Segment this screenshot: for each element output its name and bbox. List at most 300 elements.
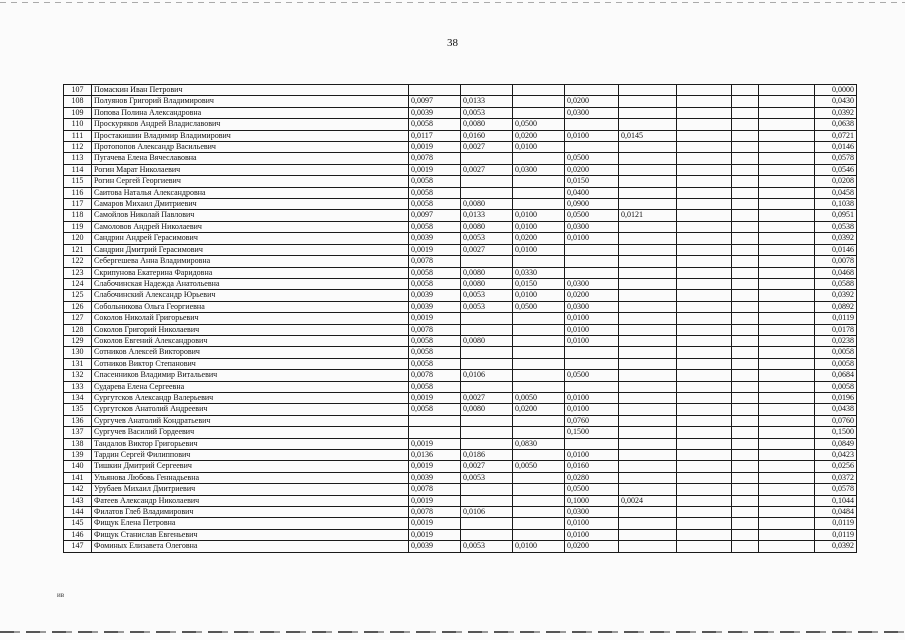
share-col-6-cell — [677, 221, 732, 232]
person-name-cell: Ульянова Любовь Геннадьевна — [92, 472, 409, 483]
share-col-2-cell — [461, 529, 513, 540]
share-col-1-cell: 0,0019 — [409, 164, 461, 175]
table-row — [64, 119, 857, 130]
share-col-3-cell — [513, 381, 565, 392]
share-total-cell: 0,0849 — [815, 438, 857, 449]
share-col-7-cell — [732, 324, 759, 335]
share-col-4-cell: 0,0100 — [565, 518, 619, 529]
share-col-2-cell — [461, 438, 513, 449]
table-row — [64, 153, 857, 164]
table-row — [64, 142, 857, 153]
share-col-3-cell: 0,0200 — [513, 233, 565, 244]
share-col-8-cell — [759, 119, 815, 130]
share-col-7-cell — [732, 244, 759, 255]
share-col-6-cell — [677, 107, 732, 118]
share-col-7-cell — [732, 130, 759, 141]
share-col-2-cell — [461, 358, 513, 369]
share-col-6-cell — [677, 233, 732, 244]
share-col-1-cell — [409, 427, 461, 438]
share-col-7-cell — [732, 335, 759, 346]
share-col-6-cell — [677, 472, 732, 483]
share-col-1-cell: 0,0136 — [409, 450, 461, 461]
share-col-7-cell — [732, 541, 759, 552]
share-total-cell: 0,0238 — [815, 335, 857, 346]
share-col-6-cell — [677, 176, 732, 187]
share-col-2-cell — [461, 187, 513, 198]
share-col-6-cell — [677, 370, 732, 381]
table-row — [64, 415, 857, 426]
share-col-3-cell — [513, 335, 565, 346]
share-col-3-cell: 0,0100 — [513, 290, 565, 301]
share-col-1-cell: 0,0058 — [409, 176, 461, 187]
share-col-6-cell — [677, 278, 732, 289]
person-name-cell: Самаров Михаил Дмитриевич — [92, 199, 409, 210]
share-col-4-cell — [565, 267, 619, 278]
share-col-2-cell: 0,0106 — [461, 507, 513, 518]
share-total-cell: 0,0058 — [815, 347, 857, 358]
person-name-cell: Проскуряков Андрей Владиславович — [92, 119, 409, 130]
share-col-5-cell — [619, 404, 677, 415]
row-number-cell: 130 — [64, 347, 92, 358]
share-col-5-cell — [619, 187, 677, 198]
footer-mark: ив — [57, 591, 65, 599]
share-col-5-cell — [619, 164, 677, 175]
share-col-8-cell — [759, 267, 815, 278]
row-number-cell: 109 — [64, 107, 92, 118]
share-col-3-cell — [513, 153, 565, 164]
share-col-4-cell: 0,1000 — [565, 495, 619, 506]
row-number-cell: 140 — [64, 461, 92, 472]
share-col-3-cell — [513, 324, 565, 335]
person-name-cell: Спасенников Владимир Витальевич — [92, 370, 409, 381]
share-col-4-cell: 0,0100 — [565, 335, 619, 346]
share-total-cell: 0,1500 — [815, 427, 857, 438]
share-col-1-cell: 0,0078 — [409, 484, 461, 495]
share-col-3-cell — [513, 107, 565, 118]
share-col-4-cell: 0,0300 — [565, 278, 619, 289]
share-col-6-cell — [677, 324, 732, 335]
share-col-2-cell: 0,0080 — [461, 199, 513, 210]
row-number-cell: 126 — [64, 301, 92, 312]
share-total-cell: 0,0684 — [815, 370, 857, 381]
share-total-cell: 0,0146 — [815, 244, 857, 255]
share-col-6-cell — [677, 404, 732, 415]
row-number-cell: 137 — [64, 427, 92, 438]
share-col-4-cell: 0,0500 — [565, 153, 619, 164]
share-col-6-cell — [677, 301, 732, 312]
share-col-3-cell — [513, 85, 565, 96]
share-col-2-cell — [461, 427, 513, 438]
share-col-5-cell — [619, 85, 677, 96]
share-col-3-cell — [513, 199, 565, 210]
person-name-cell: Фищук Елена Петровна — [92, 518, 409, 529]
share-total-cell: 0,0588 — [815, 278, 857, 289]
row-number-cell: 147 — [64, 541, 92, 552]
share-total-cell: 0,0538 — [815, 221, 857, 232]
share-col-2-cell: 0,0186 — [461, 450, 513, 461]
share-col-2-cell: 0,0053 — [461, 472, 513, 483]
share-col-8-cell — [759, 324, 815, 335]
share-col-2-cell: 0,0027 — [461, 142, 513, 153]
table-row — [64, 347, 857, 358]
share-col-8-cell — [759, 392, 815, 403]
row-number-cell: 133 — [64, 381, 92, 392]
share-col-7-cell — [732, 142, 759, 153]
share-col-1-cell: 0,0058 — [409, 187, 461, 198]
share-col-7-cell — [732, 438, 759, 449]
share-col-6-cell — [677, 256, 732, 267]
share-total-cell: 0,0208 — [815, 176, 857, 187]
share-col-6-cell — [677, 484, 732, 495]
person-name-cell: Соколов Евгений Александрович — [92, 335, 409, 346]
row-number-cell: 117 — [64, 199, 92, 210]
share-col-5-cell — [619, 358, 677, 369]
table-row — [64, 335, 857, 346]
person-name-cell: Попова Полина Александровна — [92, 107, 409, 118]
share-col-8-cell — [759, 199, 815, 210]
share-total-cell: 0,0578 — [815, 153, 857, 164]
share-col-1-cell: 0,0019 — [409, 461, 461, 472]
share-col-8-cell — [759, 176, 815, 187]
share-col-5-cell — [619, 461, 677, 472]
share-col-6-cell — [677, 518, 732, 529]
share-col-2-cell: 0,0106 — [461, 370, 513, 381]
share-col-1-cell: 0,0058 — [409, 358, 461, 369]
share-col-3-cell: 0,0330 — [513, 267, 565, 278]
table-row — [64, 450, 857, 461]
share-col-8-cell — [759, 507, 815, 518]
share-col-4-cell: 0,0300 — [565, 221, 619, 232]
share-col-4-cell: 0,0160 — [565, 461, 619, 472]
share-col-2-cell: 0,0080 — [461, 335, 513, 346]
share-col-8-cell — [759, 335, 815, 346]
row-number-cell: 116 — [64, 187, 92, 198]
share-col-2-cell — [461, 495, 513, 506]
share-col-6-cell — [677, 267, 732, 278]
share-col-4-cell — [565, 244, 619, 255]
share-col-2-cell: 0,0133 — [461, 210, 513, 221]
share-col-6-cell — [677, 313, 732, 324]
share-col-2-cell — [461, 324, 513, 335]
share-col-5-cell — [619, 244, 677, 255]
table-row — [64, 187, 857, 198]
share-col-5-cell — [619, 381, 677, 392]
share-total-cell: 0,0372 — [815, 472, 857, 483]
share-col-3-cell: 0,0150 — [513, 278, 565, 289]
share-total-cell: 0,0458 — [815, 187, 857, 198]
share-col-4-cell — [565, 438, 619, 449]
share-col-8-cell — [759, 529, 815, 540]
person-name-cell: Пугачева Елена Вячеславовна — [92, 153, 409, 164]
share-col-2-cell: 0,0053 — [461, 107, 513, 118]
table-row — [64, 130, 857, 141]
share-col-6-cell — [677, 210, 732, 221]
table-row — [64, 392, 857, 403]
share-total-cell: 0,0392 — [815, 290, 857, 301]
person-name-cell: Сургутсков Александр Валерьевич — [92, 392, 409, 403]
share-col-2-cell — [461, 347, 513, 358]
share-col-5-cell — [619, 370, 677, 381]
share-col-8-cell — [759, 233, 815, 244]
share-col-1-cell: 0,0019 — [409, 392, 461, 403]
share-col-6-cell — [677, 541, 732, 552]
share-col-3-cell — [513, 358, 565, 369]
share-col-7-cell — [732, 313, 759, 324]
share-col-4-cell: 0,1500 — [565, 427, 619, 438]
table-row — [64, 164, 857, 175]
share-col-7-cell — [732, 267, 759, 278]
row-number-cell: 120 — [64, 233, 92, 244]
row-number-cell: 125 — [64, 290, 92, 301]
person-name-cell: Самойлов Николай Павлович — [92, 210, 409, 221]
share-col-6-cell — [677, 290, 732, 301]
share-col-8-cell — [759, 358, 815, 369]
person-name-cell: Протопопов Александр Васильевич — [92, 142, 409, 153]
row-number-cell: 114 — [64, 164, 92, 175]
share-col-5-cell — [619, 484, 677, 495]
table-row — [64, 404, 857, 415]
person-name-cell: Соколов Николай Григорьевич — [92, 313, 409, 324]
person-name-cell: Соколов Григорий Николаевич — [92, 324, 409, 335]
share-col-4-cell: 0,0760 — [565, 415, 619, 426]
share-col-8-cell — [759, 256, 815, 267]
share-col-2-cell: 0,0080 — [461, 119, 513, 130]
share-col-6-cell — [677, 415, 732, 426]
table-row — [64, 484, 857, 495]
share-col-7-cell — [732, 381, 759, 392]
share-col-3-cell — [513, 347, 565, 358]
share-col-1-cell: 0,0019 — [409, 313, 461, 324]
share-col-8-cell — [759, 415, 815, 426]
share-col-5-cell — [619, 153, 677, 164]
share-total-cell: 0,0119 — [815, 529, 857, 540]
share-col-7-cell — [732, 210, 759, 221]
share-col-3-cell — [513, 518, 565, 529]
share-total-cell: 0,0196 — [815, 392, 857, 403]
row-number-cell: 127 — [64, 313, 92, 324]
person-name-cell: Тардин Сергей Филиппович — [92, 450, 409, 461]
row-number-cell: 138 — [64, 438, 92, 449]
share-col-3-cell: 0,0050 — [513, 461, 565, 472]
share-col-2-cell: 0,0027 — [461, 164, 513, 175]
share-total-cell: 0,0468 — [815, 267, 857, 278]
table-body — [64, 85, 857, 553]
share-col-5-cell — [619, 278, 677, 289]
row-number-cell: 107 — [64, 85, 92, 96]
table-row — [64, 176, 857, 187]
share-col-7-cell — [732, 427, 759, 438]
share-col-2-cell — [461, 518, 513, 529]
person-name-cell: Сотников Алексей Викторович — [92, 347, 409, 358]
person-name-cell: Собольникова Ольга Георгиевна — [92, 301, 409, 312]
share-total-cell: 0,0000 — [815, 85, 857, 96]
share-col-4-cell: 0,0150 — [565, 176, 619, 187]
row-number-cell: 131 — [64, 358, 92, 369]
share-col-7-cell — [732, 187, 759, 198]
share-col-8-cell — [759, 461, 815, 472]
share-col-3-cell — [513, 256, 565, 267]
row-number-cell: 144 — [64, 507, 92, 518]
share-col-5-cell — [619, 176, 677, 187]
share-col-7-cell — [732, 518, 759, 529]
share-col-7-cell — [732, 370, 759, 381]
share-col-6-cell — [677, 381, 732, 392]
share-col-5-cell — [619, 96, 677, 107]
share-col-5-cell — [619, 507, 677, 518]
share-col-5-cell: 0,0145 — [619, 130, 677, 141]
share-col-4-cell: 0,0500 — [565, 484, 619, 495]
share-col-1-cell: 0,0039 — [409, 233, 461, 244]
share-total-cell: 0,0638 — [815, 119, 857, 130]
share-col-8-cell — [759, 347, 815, 358]
person-name-cell: Рогин Сергей Георгиевич — [92, 176, 409, 187]
share-col-7-cell — [732, 256, 759, 267]
person-name-cell: Сургучев Василий Гордеевич — [92, 427, 409, 438]
share-col-8-cell — [759, 472, 815, 483]
row-number-cell: 111 — [64, 130, 92, 141]
share-col-6-cell — [677, 96, 732, 107]
share-col-3-cell — [513, 529, 565, 540]
table-row — [64, 233, 857, 244]
share-col-3-cell — [513, 313, 565, 324]
share-col-7-cell — [732, 404, 759, 415]
share-col-8-cell — [759, 278, 815, 289]
row-number-cell: 115 — [64, 176, 92, 187]
share-col-3-cell — [513, 176, 565, 187]
share-col-3-cell: 0,0500 — [513, 119, 565, 130]
share-col-8-cell — [759, 187, 815, 198]
share-total-cell: 0,0119 — [815, 518, 857, 529]
share-total-cell: 0,0423 — [815, 450, 857, 461]
share-col-2-cell: 0,0053 — [461, 301, 513, 312]
share-col-8-cell — [759, 164, 815, 175]
table-row — [64, 324, 857, 335]
share-col-1-cell: 0,0058 — [409, 199, 461, 210]
share-col-1-cell: 0,0078 — [409, 324, 461, 335]
row-number-cell: 143 — [64, 495, 92, 506]
share-col-4-cell: 0,0100 — [565, 450, 619, 461]
share-col-7-cell — [732, 119, 759, 130]
share-col-6-cell — [677, 335, 732, 346]
row-number-cell: 124 — [64, 278, 92, 289]
share-col-5-cell — [619, 301, 677, 312]
share-col-7-cell — [732, 301, 759, 312]
table-row — [64, 358, 857, 369]
share-col-1-cell: 0,0019 — [409, 518, 461, 529]
row-number-cell: 141 — [64, 472, 92, 483]
share-col-2-cell — [461, 415, 513, 426]
share-col-4-cell: 0,0400 — [565, 187, 619, 198]
share-col-8-cell — [759, 107, 815, 118]
share-col-1-cell: 0,0019 — [409, 529, 461, 540]
share-total-cell: 0,0119 — [815, 313, 857, 324]
share-col-7-cell — [732, 164, 759, 175]
table-row — [64, 472, 857, 483]
person-name-cell: Сургучев Анатолий Кондратьевич — [92, 415, 409, 426]
share-col-1-cell: 0,0019 — [409, 438, 461, 449]
row-number-cell: 113 — [64, 153, 92, 164]
share-col-8-cell — [759, 244, 815, 255]
table-row — [64, 210, 857, 221]
share-col-6-cell — [677, 392, 732, 403]
share-col-1-cell: 0,0039 — [409, 107, 461, 118]
share-col-4-cell: 0,0100 — [565, 233, 619, 244]
share-total-cell: 0,0438 — [815, 404, 857, 415]
share-col-6-cell — [677, 347, 732, 358]
person-name-cell: Тишкин Дмитрий Сергеевич — [92, 461, 409, 472]
table-row — [64, 85, 857, 96]
share-total-cell: 0,0721 — [815, 130, 857, 141]
share-col-4-cell: 0,0300 — [565, 107, 619, 118]
scan-edge-top — [0, 2, 905, 3]
share-col-2-cell: 0,0027 — [461, 244, 513, 255]
share-col-4-cell — [565, 85, 619, 96]
share-total-cell: 0,0430 — [815, 96, 857, 107]
table-row — [64, 541, 857, 552]
share-col-4-cell: 0,0300 — [565, 507, 619, 518]
share-col-7-cell — [732, 233, 759, 244]
share-col-7-cell — [732, 450, 759, 461]
person-name-cell: Фатеев Александр Николаевич — [92, 495, 409, 506]
share-col-5-cell: 0,0121 — [619, 210, 677, 221]
row-number-cell: 142 — [64, 484, 92, 495]
share-col-4-cell: 0,0200 — [565, 96, 619, 107]
share-col-4-cell — [565, 142, 619, 153]
share-col-4-cell: 0,0200 — [565, 541, 619, 552]
share-col-2-cell: 0,0080 — [461, 267, 513, 278]
share-col-5-cell — [619, 324, 677, 335]
share-col-3-cell — [513, 427, 565, 438]
share-col-6-cell — [677, 358, 732, 369]
share-col-8-cell — [759, 290, 815, 301]
share-col-8-cell — [759, 484, 815, 495]
share-col-3-cell — [513, 484, 565, 495]
share-col-5-cell — [619, 347, 677, 358]
share-col-1-cell: 0,0058 — [409, 347, 461, 358]
share-total-cell: 0,1044 — [815, 495, 857, 506]
share-col-7-cell — [732, 472, 759, 483]
share-col-1-cell: 0,0039 — [409, 301, 461, 312]
table-row — [64, 221, 857, 232]
share-col-7-cell — [732, 96, 759, 107]
share-col-5-cell — [619, 438, 677, 449]
share-col-1-cell — [409, 85, 461, 96]
share-col-8-cell — [759, 85, 815, 96]
share-col-2-cell: 0,0160 — [461, 130, 513, 141]
share-total-cell: 0,0178 — [815, 324, 857, 335]
share-col-3-cell: 0,0500 — [513, 301, 565, 312]
share-col-6-cell — [677, 187, 732, 198]
share-col-8-cell — [759, 370, 815, 381]
person-name-cell: Сударева Елена Сергеевна — [92, 381, 409, 392]
person-name-cell: Скрипунова Екатерина Фаридовна — [92, 267, 409, 278]
share-col-5-cell — [619, 392, 677, 403]
person-name-cell: Фищук Станислав Евгеньевич — [92, 529, 409, 540]
table-row — [64, 518, 857, 529]
share-col-7-cell — [732, 507, 759, 518]
table-row — [64, 529, 857, 540]
share-total-cell: 0,0146 — [815, 142, 857, 153]
person-name-cell: Рогин Марат Николаевич — [92, 164, 409, 175]
share-col-4-cell: 0,0100 — [565, 324, 619, 335]
share-col-8-cell — [759, 518, 815, 529]
share-col-4-cell — [565, 381, 619, 392]
share-total-cell: 0,0546 — [815, 164, 857, 175]
person-name-cell: Сотников Виктор Степанович — [92, 358, 409, 369]
row-number-cell: 118 — [64, 210, 92, 221]
person-name-cell: Простакишин Владимир Владимирович — [92, 130, 409, 141]
share-col-3-cell — [513, 472, 565, 483]
